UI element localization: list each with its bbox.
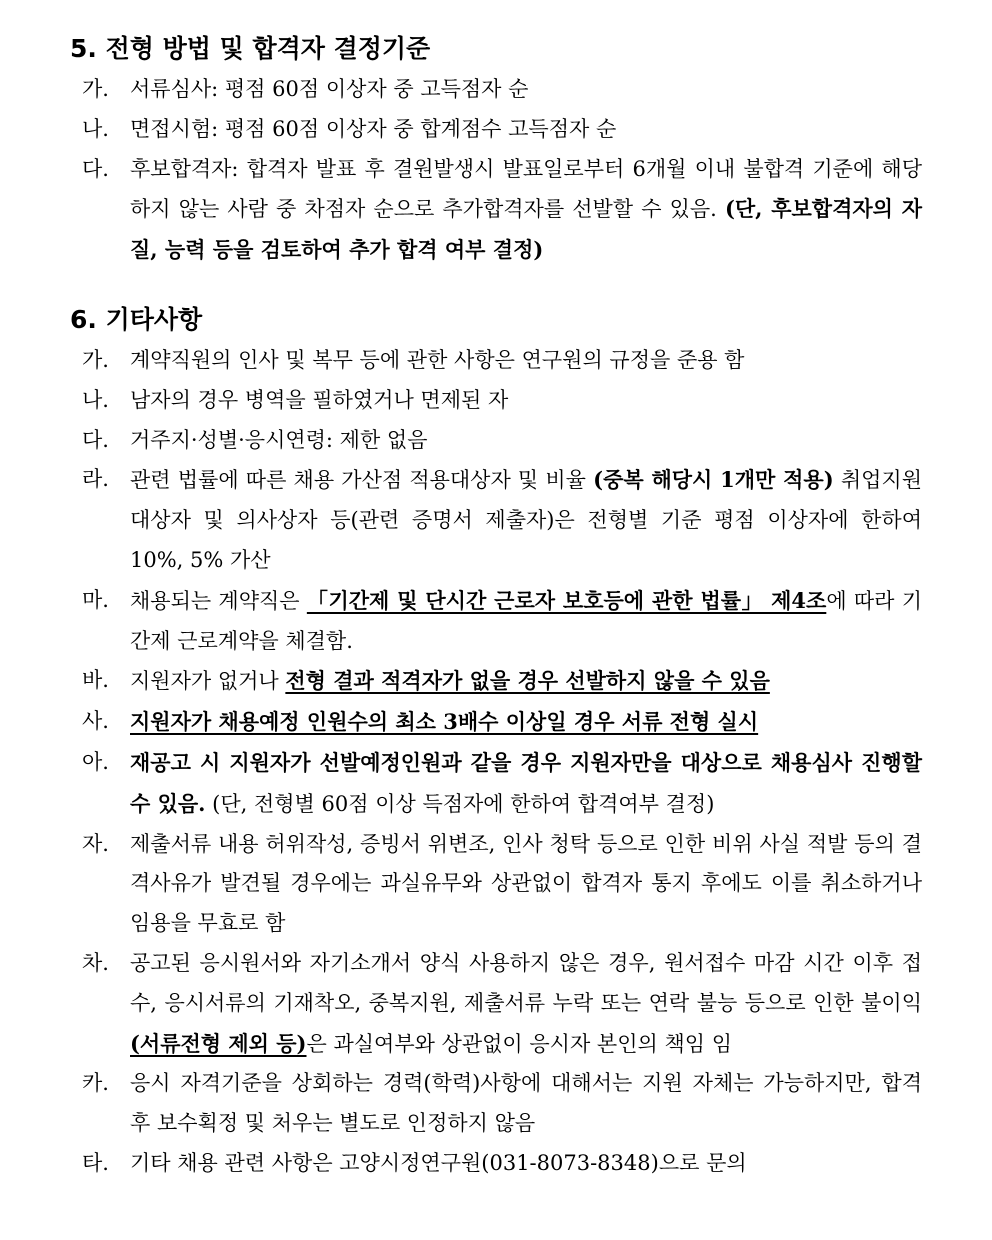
- item-text: 서류심사: 평점 60점 이상자 중 고득점자 순: [130, 77, 529, 101]
- item-text: 제출서류 내용 허위작성, 증빙서 위변조, 인사 청탁 등으로 인한 비위 사실 적발 등의 결격사유가 발견될 경우에는 과실유무와 상관없이 합격자 통지 후에도 이를 취소하거나 임용을 무효로 함: [130, 831, 922, 936]
- item-text: 면접시험: 평점 60점 이상자 중 합계점수 고득점자 순: [130, 116, 617, 141]
- item-marker: 나.: [82, 387, 109, 412]
- list-item: [70, 743, 922, 825]
- section-5: [70, 30, 922, 271]
- item-bold-text: (중복 해당시 1개만 적용): [593, 467, 834, 493]
- list-item: [70, 825, 922, 944]
- list-item: [70, 944, 922, 1064]
- item-marker: 마.: [82, 587, 109, 612]
- list-item: [70, 581, 922, 662]
- list-item: [70, 460, 922, 580]
- item-text: 응시 자격기준을 상회하는 경력(학력)사항에 대해서는 지원 자체는 가능하지만, 합격 후 보수획정 및 처우는 별도로 인정하지 않음: [130, 1071, 922, 1136]
- item-marker: 나.: [82, 116, 109, 141]
- item-text: 취업지원대상자 및 의사상자 등(관련 증명서 제출자)은 전형별 기준 평점 이상자에 한하여 10%, 5% 가산: [130, 468, 922, 572]
- item-marker: 카.: [82, 1071, 109, 1096]
- item-text: 계약직원의 인사 및 복무 등에 관한 사항은 연구원의 규정을 준용 함: [130, 347, 745, 372]
- item-marker: 차.: [82, 950, 109, 975]
- item-text: (단, 전형별 60점 이상 득점자에 한하여 합격여부 결정): [205, 791, 715, 816]
- item-underlined-text: 전형 결과 적격자가 없을 경우 선발하지 않을 수 있음: [285, 668, 770, 694]
- item-text: 남자의 경우 병역을 필하였거나 면제된 자: [130, 387, 509, 412]
- list-item: [70, 661, 922, 702]
- item-text: 지원자가 없거나: [130, 669, 286, 694]
- item-marker: 가.: [82, 77, 109, 101]
- list-item: [70, 1064, 922, 1144]
- item-marker: 다.: [82, 156, 109, 181]
- item-text: 기타 채용 관련 사항은 고양시정연구원(031-8073-8348)으로 문의: [130, 1150, 747, 1175]
- item-marker: 바.: [82, 668, 109, 693]
- section-6-title: 6. 기타사항: [70, 304, 203, 334]
- item-marker: 가.: [82, 347, 109, 372]
- section-6: [70, 301, 922, 1184]
- item-marker: 자.: [82, 831, 109, 856]
- list-item: [70, 421, 922, 461]
- item-marker: 타.: [82, 1150, 109, 1175]
- item-underlined-text: 「기간제 및 단시간 근로자 보호등에 관한 법률」 제4조: [306, 587, 827, 613]
- item-underlined-text: (서류전형 제외 등): [130, 1030, 307, 1056]
- item-underlined-text: 지원자가 채용예정 인원수의 최소 3배수 이상일 경우 서류 전형 실시: [130, 709, 759, 735]
- item-marker: 사.: [82, 709, 109, 734]
- list-item: [70, 341, 922, 381]
- list-item: [70, 70, 922, 110]
- item-text: 은 과실여부와 상관없이 응시자 본인의 책임 임: [306, 1031, 732, 1056]
- item-text: 후보합격자: 합격자 발표 후 결원발생시 발표일로부터 6개월 이내 불합격 기준에 해당하지 않는 사람 중 차점자 순으로 추가합격자를 선발할 수 있음.: [130, 156, 922, 222]
- section-5-title: 5. 전형 방법 및 합격자 결정기준: [70, 34, 431, 63]
- list-item: [70, 110, 922, 150]
- list-item: [70, 150, 922, 271]
- item-bold-text: 재공고 시 지원자가 선발예정인원과 같을 경우 지원자만을 대상으로 채용심사 진행할 수 있음.: [130, 749, 922, 816]
- item-text: 에 따라 기간제 근로계약을 체결함.: [130, 588, 922, 653]
- list-item: [70, 381, 922, 421]
- item-marker: 아.: [82, 749, 109, 774]
- item-text: 채용되는 계약직은: [130, 588, 307, 613]
- item-text: 거주지·성별·응시연령: 제한 없음: [130, 427, 428, 452]
- item-text: 관련 법률에 따른 채용 가산점 적용대상자 및 비율: [130, 468, 594, 493]
- list-item: [70, 702, 922, 743]
- item-bold-text: (단, 후보합격자의 자질, 능력 등을 검토하여 추가 합격 여부 결정): [130, 196, 922, 263]
- item-marker: 다.: [82, 427, 109, 452]
- item-text: 공고된 응시원서와 자기소개서 양식 사용하지 않은 경우, 원서접수 마감 시간 이후 접수, 응시서류의 기재착오, 중복지원, 제출서류 누락 또는 연락 불능 등으로 인한 불이익: [130, 950, 922, 1015]
- list-item: [70, 1144, 922, 1184]
- item-marker: 라.: [82, 467, 109, 492]
